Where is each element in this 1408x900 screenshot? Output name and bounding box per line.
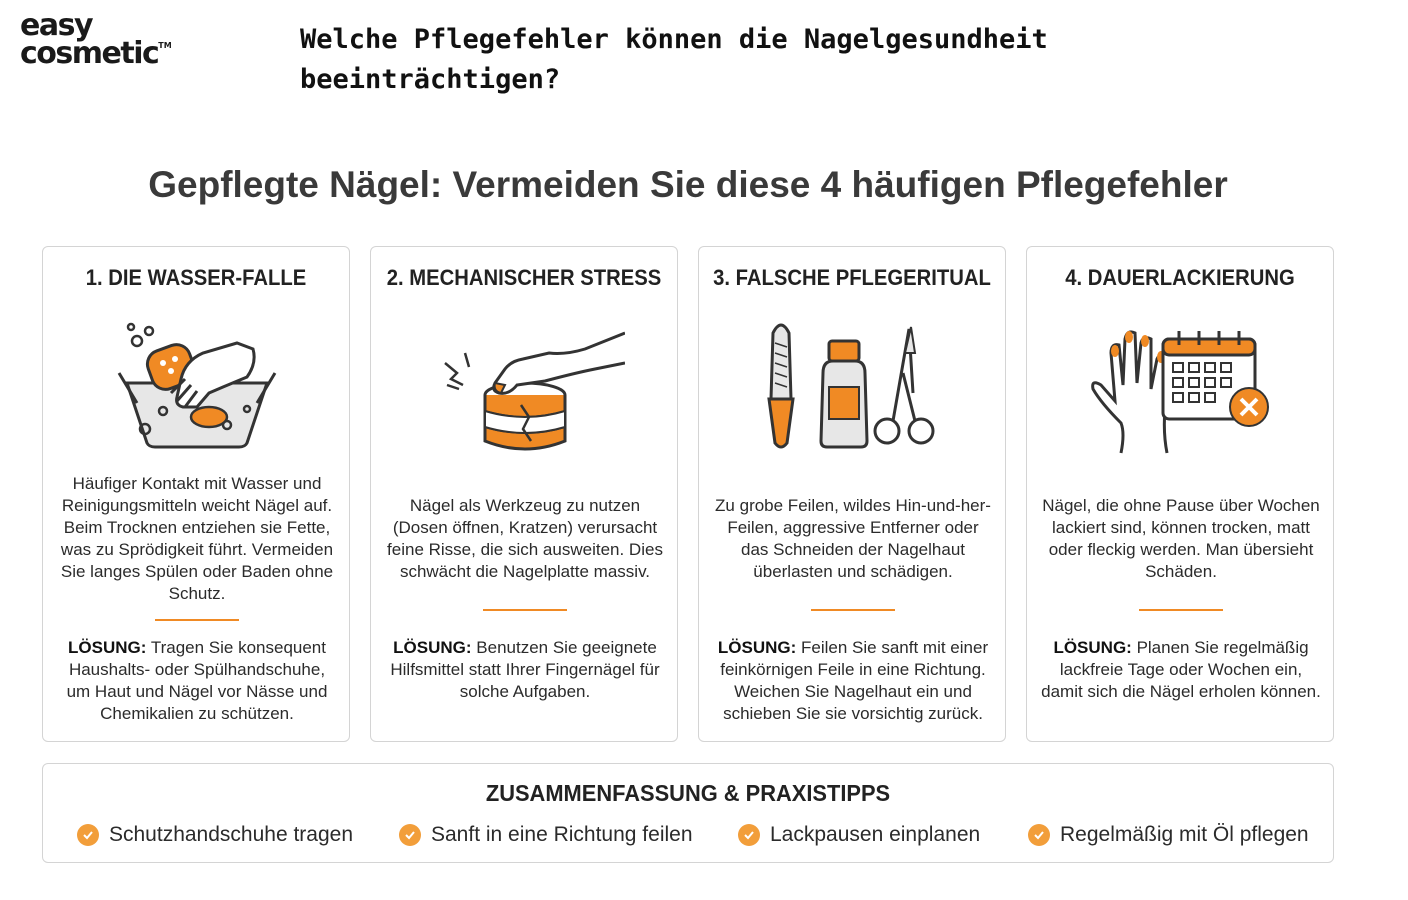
summary-box <box>42 763 1334 863</box>
logo-word: cosmetic <box>20 36 159 71</box>
solution-label: LÖSUNG: <box>393 638 472 657</box>
card-description: Zu grobe Feilen, wildes Hin-und-her-Feilen, aggressive Entferner oder das Schneiden der Nagelhaut überlasten und schädigen. <box>715 496 991 581</box>
card-permanent-polish <box>1026 246 1334 742</box>
card-solution <box>713 637 993 725</box>
summary-title: ZUSAMMENFASSUNG & PRAXISTIPPS <box>485 780 891 806</box>
check-circle-icon <box>399 824 421 846</box>
card-divider <box>155 619 239 621</box>
brand-logo[interactable] <box>20 8 190 71</box>
check-circle-icon <box>1028 824 1050 846</box>
check-circle-icon <box>77 824 99 846</box>
tip-label: Regelmäßig mit Öl pflegen <box>1060 823 1309 846</box>
hand-calendar-cross-icon <box>1081 313 1281 463</box>
card-divider <box>811 609 895 611</box>
solution-label: LÖSUNG: <box>717 638 797 657</box>
card-title: 3. FALSCHE PFLEGERITUAL <box>713 265 991 290</box>
infographic-headline: Gepflegte Nägel: Vermeiden Sie diese 4 häufigen Pflegefehler <box>148 164 1228 205</box>
card-mechanical-stress <box>370 246 678 742</box>
solution-text: Feilen Sie sanft mit einer feinkörnigen Feile in eine Richtung. Weichen Sie Nagelhaut ein und schieben Sie sie vorsichtig zurück. <box>720 638 989 723</box>
solution-text: Planen Sie regelmäßig lackfreie Tage oder Wochen ein, damit sich die Nägel erholen können. <box>1041 638 1321 701</box>
card-solution <box>1041 637 1321 703</box>
card-wrong-care-ritual <box>698 246 1006 742</box>
trademark-mark: TM <box>158 41 172 50</box>
logo-line-cosmetic <box>20 36 190 71</box>
card-divider <box>483 609 567 611</box>
solution-label: LÖSUNG: <box>1053 638 1132 657</box>
logo-line-easy: easy <box>20 8 93 43</box>
card-title: 4. DAUERLACKIERUNG <box>1065 265 1295 290</box>
tip-item <box>77 822 353 848</box>
check-circle-icon <box>738 824 760 846</box>
solution-text: Tragen Sie konsequent Haushalts- oder Spülhandschuhe, um Haut und Nägel vor Nässe und Chemikalien zu schützen. <box>66 638 328 723</box>
card-description: Nägel, die ohne Pause über Wochen lackiert sind, können trocken, matt oder fleckig werden. Man übersieht Schäden. <box>1042 496 1320 581</box>
solution-text: Benutzen Sie geeignete Hilfsmittel statt Ihrer Fingernägel für solche Aufgaben. <box>390 638 660 701</box>
card-water-trap <box>42 246 350 742</box>
tip-label: Lackpausen einplanen <box>770 823 981 846</box>
tip-label: Schutzhandschuhe tragen <box>109 823 354 846</box>
card-solution <box>57 637 337 725</box>
page-question-heading: Welche Pflegefehler können die Nagelgesundheit beeinträchtigen? <box>300 24 1048 95</box>
file-bottle-scissors-icon <box>753 313 953 463</box>
nail-opening-can-icon <box>425 313 625 463</box>
card-title: 2. MECHANISCHER STRESS <box>386 265 662 290</box>
card-solution <box>385 637 665 703</box>
hand-washing-sponge-icon <box>97 313 297 463</box>
card-description: Häufiger Kontakt mit Wasser und Reinigungsmitteln weicht Nägel auf. Beim Trocknen entziehen sie Fette, was zu Sprödigkeit führt. Vermeiden Sie langes Spülen oder Baden ohne Schutz. <box>60 474 334 603</box>
tip-item <box>738 822 980 848</box>
tip-item <box>1028 822 1309 848</box>
tip-item <box>399 822 693 848</box>
card-description: Nägel als Werkzeug zu nutzen (Dosen öffnen, Kratzen) verursacht feine Risse, die sich ausweiten. Dies schwächt die Nagelplatte massiv. <box>387 496 663 581</box>
card-divider <box>1139 609 1223 611</box>
solution-label: LÖSUNG: <box>68 638 147 657</box>
tip-label: Sanft in eine Richtung feilen <box>431 823 693 846</box>
card-title: 1. DIE WASSER-FALLE <box>85 265 307 290</box>
